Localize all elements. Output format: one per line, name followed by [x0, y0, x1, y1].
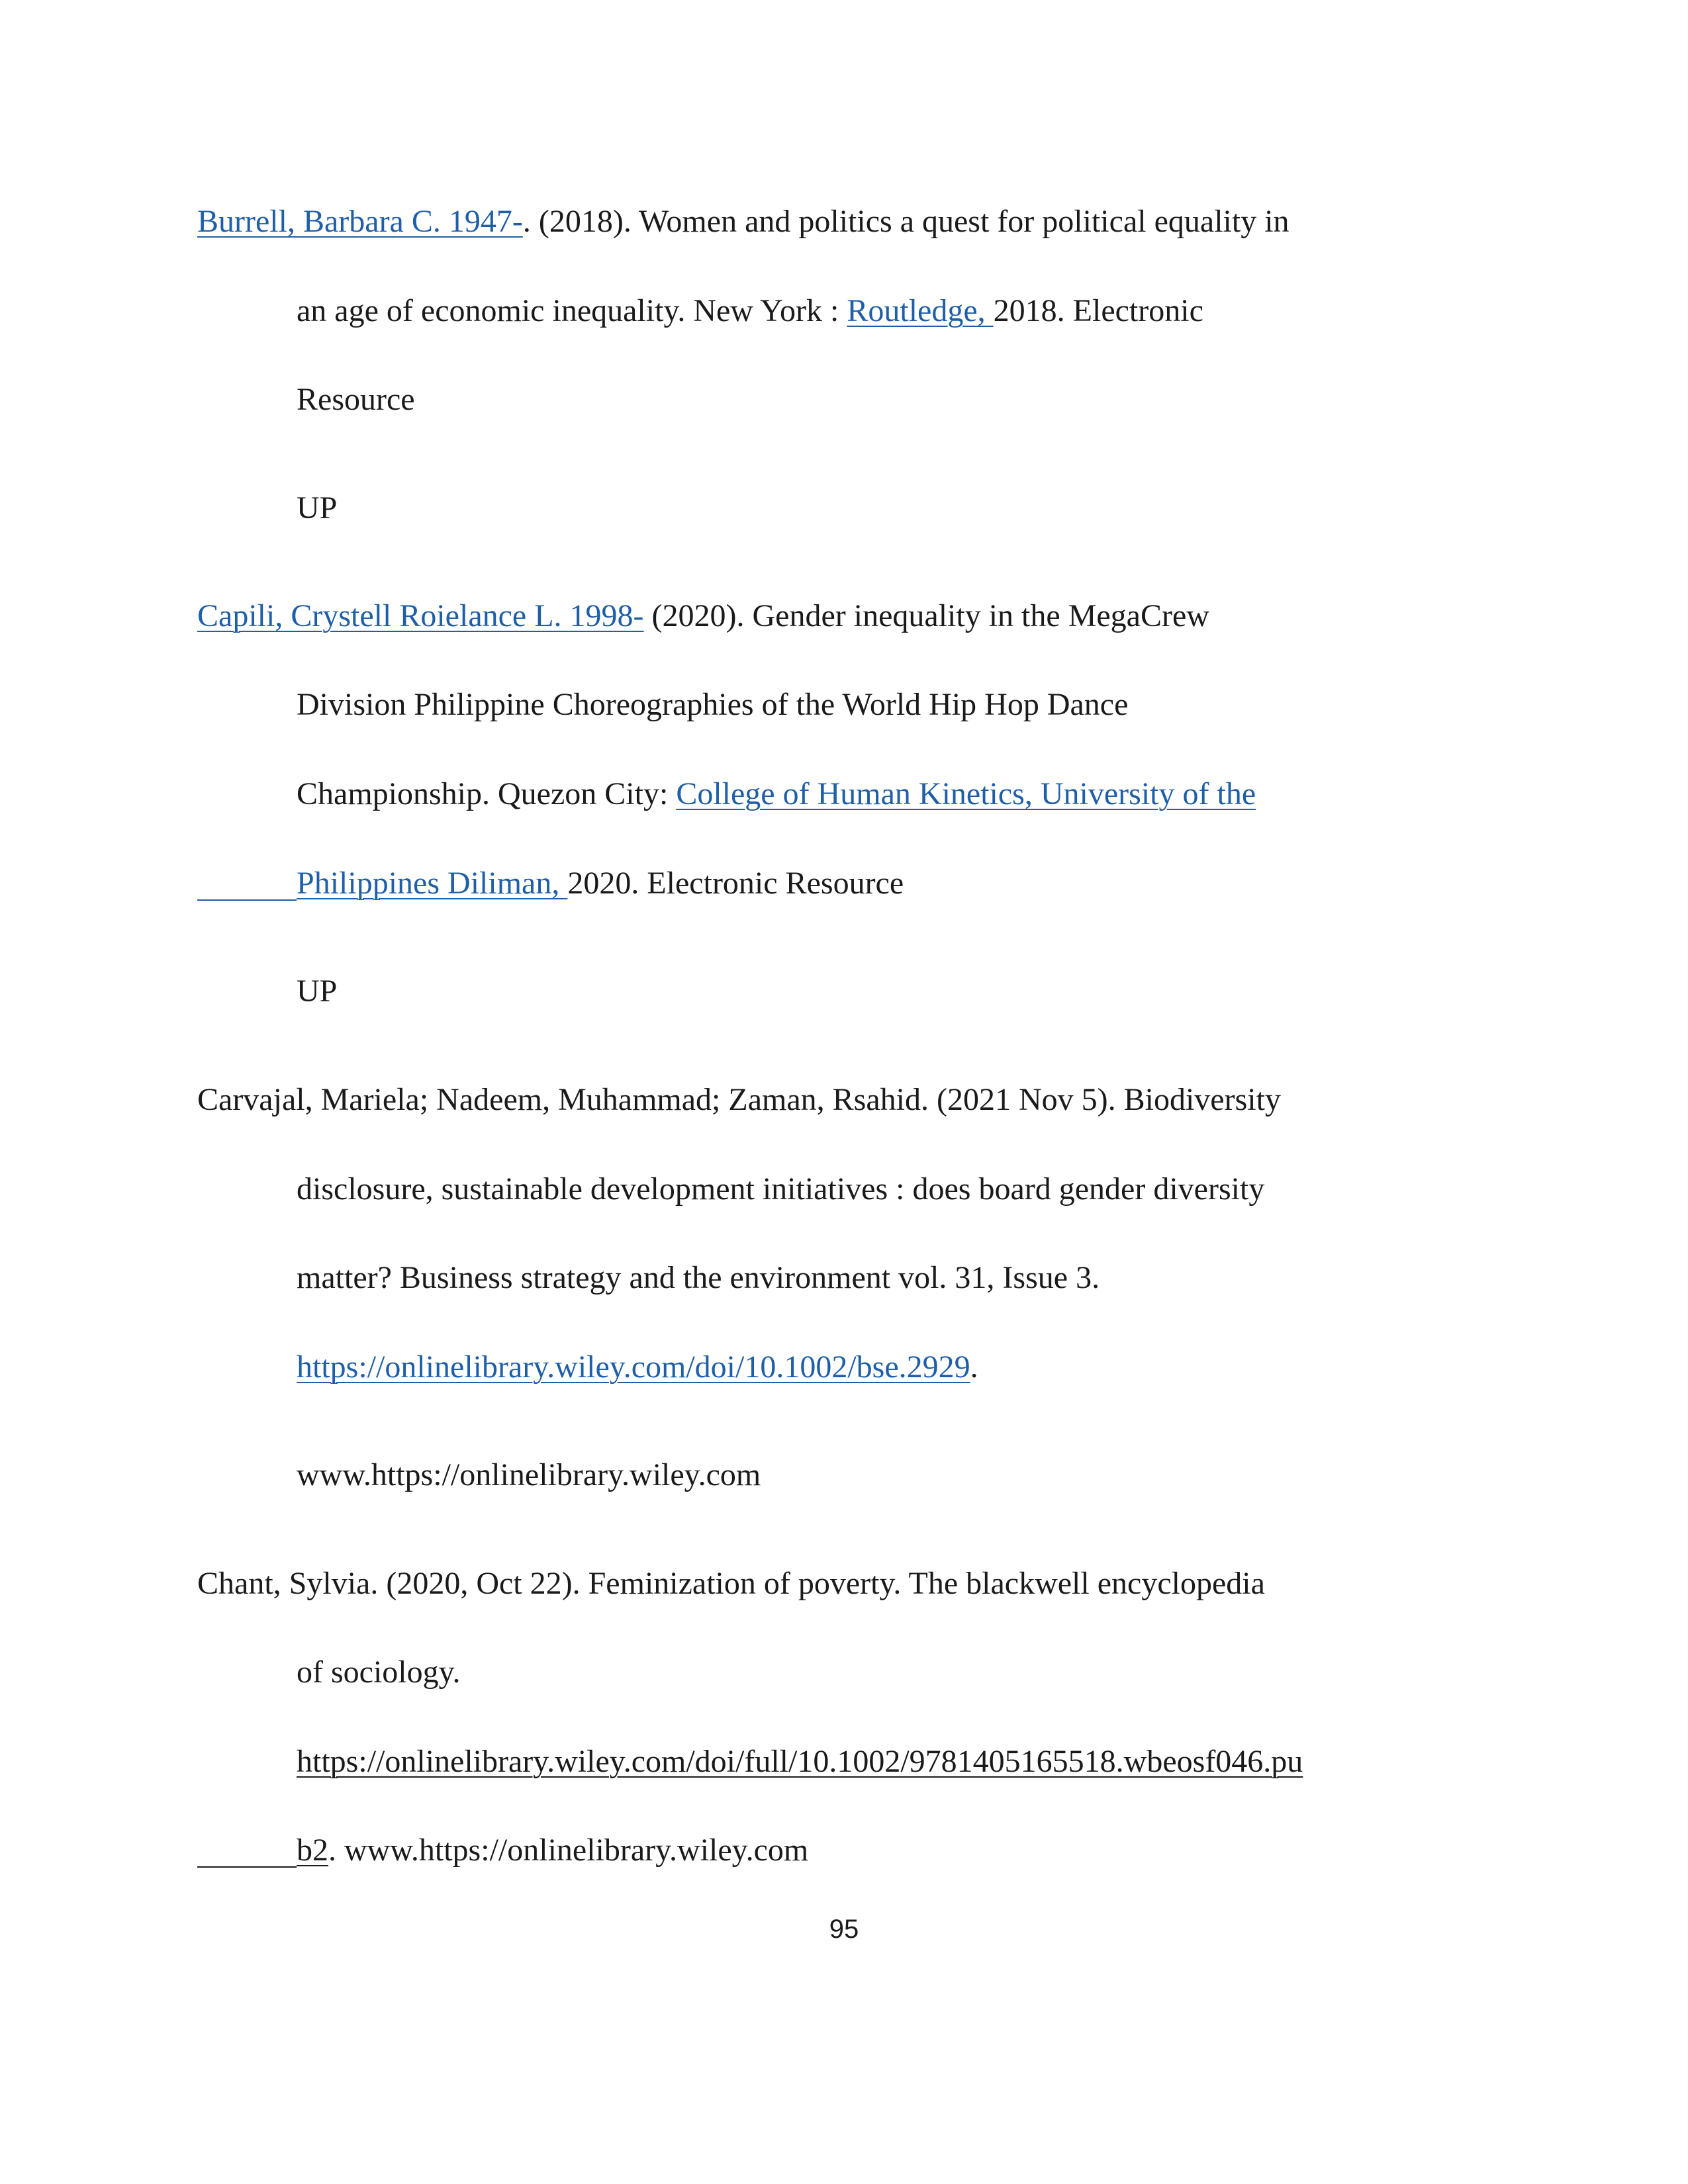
author-link-capili[interactable]: Capili, Crystell Roielance L. 1998-	[197, 598, 644, 633]
holding-label-capili	[297, 972, 337, 1011]
publisher-link-routledge[interactable]: Routledge,	[847, 293, 994, 328]
reference-carvajal-line-4	[297, 1347, 978, 1387]
reference-capili-line-2	[297, 685, 1128, 725]
reference-text: an age of economic inequality. New York :	[297, 293, 847, 328]
site-text: www.https://onlinelibrary.wiley.com	[297, 1457, 761, 1492]
reference-text: Championship. Quezon City:	[297, 776, 677, 811]
reference-carvajal-line-2	[297, 1169, 1264, 1209]
page-number: 95	[829, 1915, 859, 1944]
reference-text: . www.https://onlinelibrary.wiley.com	[328, 1833, 809, 1868]
publisher-link-up-diliman[interactable]: Philippines Diliman,	[297, 866, 568, 901]
reference-text: Resource	[297, 382, 415, 417]
reference-burrell-line-1	[197, 202, 1289, 242]
reference-burrell-line-2	[297, 291, 1203, 331]
reference-text: 2018. Electronic	[993, 293, 1203, 328]
reference-carvajal-site	[297, 1455, 761, 1495]
reference-text: . (2018). Women and politics a quest for political equality in	[522, 204, 1289, 239]
doi-link-chant[interactable]: https://onlinelibrary.wiley.com/doi/full/10.1002/9781405165518.wbeosf046.pu	[297, 1744, 1303, 1779]
reference-text: Chant, Sylvia. (2020, Oct 22). Feminization of poverty. The blackwell encyclopedia	[197, 1566, 1265, 1601]
reference-carvajal-line-1	[197, 1080, 1281, 1120]
reference-chant-line-2	[297, 1653, 461, 1692]
reference-text: Carvajal, Mariela; Nadeem, Muhammad; Zaman, Rsahid. (2021 Nov 5). Biodiversity	[197, 1082, 1281, 1117]
reference-carvajal-line-3	[297, 1258, 1100, 1298]
publisher-link-college-of-human-kinetics[interactable]: College of Human Kinetics, University of the	[676, 776, 1256, 811]
reference-chant-line-1	[197, 1564, 1265, 1604]
holding-text: UP	[297, 974, 338, 1009]
reference-capili-line-1	[197, 596, 1209, 636]
holding-label-burrell	[297, 488, 337, 528]
reference-text: matter? Business strategy and the environment vol. 31, Issue 3.	[297, 1260, 1100, 1295]
reference-text: disclosure, sustainable development initiatives : does board gender diversity	[297, 1171, 1265, 1206]
reference-text: (2020). Gender inequality in the MegaCrew	[643, 598, 1209, 633]
reference-capili-line-4	[197, 864, 904, 903]
reference-text: of sociology.	[297, 1655, 461, 1690]
reference-text: 2020. Electronic Resource	[567, 866, 904, 901]
doi-link-chant-continuation[interactable]: b2	[297, 1833, 328, 1868]
reference-chant-line-4	[197, 1831, 808, 1870]
reference-capili-line-3	[297, 774, 1256, 814]
holding-text: UP	[297, 490, 338, 525]
reference-text: Division Philippine Choreographies of the World Hip Hop Dance	[297, 687, 1129, 722]
link-underline-continuation	[197, 1828, 297, 1868]
reference-chant-line-3	[297, 1742, 1303, 1782]
doi-link-carvajal[interactable]: https://onlinelibrary.wiley.com/doi/10.1002/bse.2929	[297, 1349, 970, 1385]
author-link-burrell[interactable]: Burrell, Barbara C. 1947-	[197, 204, 523, 239]
link-underline-continuation	[197, 861, 297, 901]
reference-burrell-line-3	[297, 380, 415, 420]
reference-text: .	[970, 1349, 978, 1385]
